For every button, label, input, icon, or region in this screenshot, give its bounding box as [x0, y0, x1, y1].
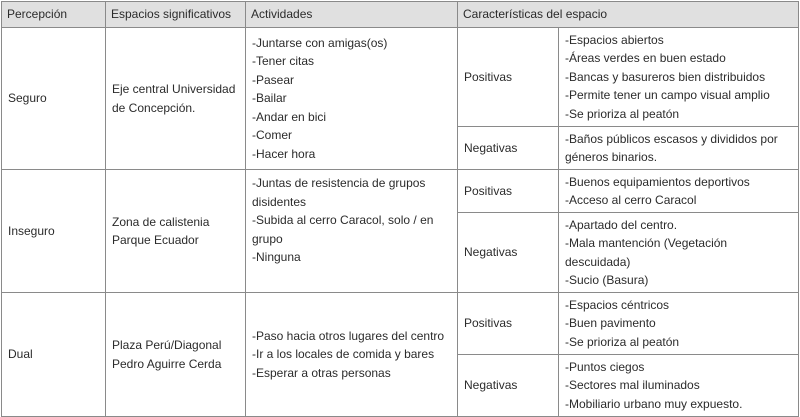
list-line: -Ninguna — [252, 250, 301, 264]
positivas-label: Positivas — [458, 170, 559, 213]
list-line: -Se prioriza al peatón — [565, 334, 680, 349]
list-line: -Juntarse con amigas(os) — [252, 35, 388, 50]
negativas-label: Negativas — [458, 355, 559, 417]
list-line: -Se prioriza al peatón — [565, 106, 680, 121]
perception-table — [1, 1, 799, 417]
list-line: -Espacios céntricos — [565, 297, 670, 312]
list-line: -Puntos ciegos — [565, 359, 645, 374]
header-espacios: Espacios significativos — [106, 2, 246, 28]
negativas-cell — [559, 213, 799, 293]
positivas-cell — [559, 293, 799, 355]
percepcion-cell: Dual — [2, 293, 106, 417]
list-line: -Acceso al cerro Caracol — [565, 193, 697, 207]
espacio-cell: Plaza Perú/Diagonal Pedro Aguirre Cerda — [106, 293, 246, 417]
list-line: -Mobiliario urbano muy expuesto. — [565, 396, 743, 411]
actividades-list — [252, 327, 451, 383]
actividades-cell — [246, 170, 458, 293]
table-row — [2, 28, 799, 127]
percepcion-cell: Inseguro — [2, 170, 106, 293]
negativas-label: Negativas — [458, 213, 559, 293]
list-line: -Comer — [252, 128, 293, 143]
list-line: -Sucio (Basura) — [565, 273, 649, 287]
negativas-cell — [559, 355, 799, 417]
positivas-label: Positivas — [458, 293, 559, 355]
header-caracteristicas: Características del espacio — [458, 2, 799, 28]
list-line: -Ir a los locales de comida y bares — [252, 347, 435, 362]
list-line: -Buen pavimento — [565, 316, 656, 331]
negativas-list — [565, 130, 792, 167]
header-actividades: Actividades — [246, 2, 458, 28]
list-line: -Andar en bici — [252, 109, 327, 124]
table-header-row — [2, 2, 799, 28]
positivas-list — [565, 296, 792, 352]
positivas-list — [565, 31, 792, 124]
list-line: -Paso hacia otros lugares del centro — [252, 328, 445, 343]
negativas-cell — [559, 127, 799, 170]
negativas-label: Negativas — [458, 127, 559, 170]
negativas-list — [565, 358, 792, 414]
list-line: -Espacios abiertos — [565, 32, 664, 47]
percepcion-cell: Seguro — [2, 28, 106, 170]
positivas-label: Positivas — [458, 28, 559, 127]
list-line: -Tener citas — [252, 54, 315, 69]
actividades-list — [252, 34, 451, 164]
list-line: grupo — [252, 231, 283, 246]
header-percepcion: Percepción — [2, 2, 106, 28]
list-line: -Hacer hora — [252, 146, 316, 161]
table-row — [2, 170, 799, 213]
actividades-list — [252, 174, 451, 267]
list-line: -Pasear — [252, 72, 295, 87]
list-line: -Mala mantención (Vegetación — [565, 236, 728, 250]
espacio-cell: Eje central Universidad de Concepción. — [106, 28, 246, 170]
positivas-list — [565, 173, 792, 210]
list-line: descuidada) — [565, 254, 631, 269]
negativas-list — [565, 216, 792, 290]
list-line: -Subida al cerro Caracol, solo / en — [252, 213, 434, 227]
actividades-cell — [246, 293, 458, 417]
list-line: -Juntas de resistencia de grupos — [252, 176, 426, 190]
list-line: -Permite tener un campo visual amplio — [565, 88, 770, 103]
list-line: -Bailar — [252, 91, 287, 106]
espacio-cell: Zona de calistenia Parque Ecuador — [106, 170, 246, 293]
list-line: -Bancas y basureros bien distribuidos — [565, 69, 766, 84]
list-line: -Apartado del centro. — [565, 217, 678, 232]
list-line: -Esperar a otras personas — [252, 365, 391, 380]
table-row — [2, 293, 799, 355]
list-line: géneros binarios. — [565, 150, 658, 164]
list-line: -Áreas verdes en buen estado — [565, 51, 726, 66]
list-line: disidentes — [252, 194, 307, 209]
list-line: -Sectores mal iluminados — [565, 378, 700, 393]
list-line: -Baños públicos escasos y divididos por — [565, 131, 778, 146]
list-line: -Buenos equipamientos deportivos — [565, 174, 750, 189]
actividades-cell — [246, 28, 458, 170]
positivas-cell — [559, 28, 799, 127]
positivas-cell — [559, 170, 799, 213]
